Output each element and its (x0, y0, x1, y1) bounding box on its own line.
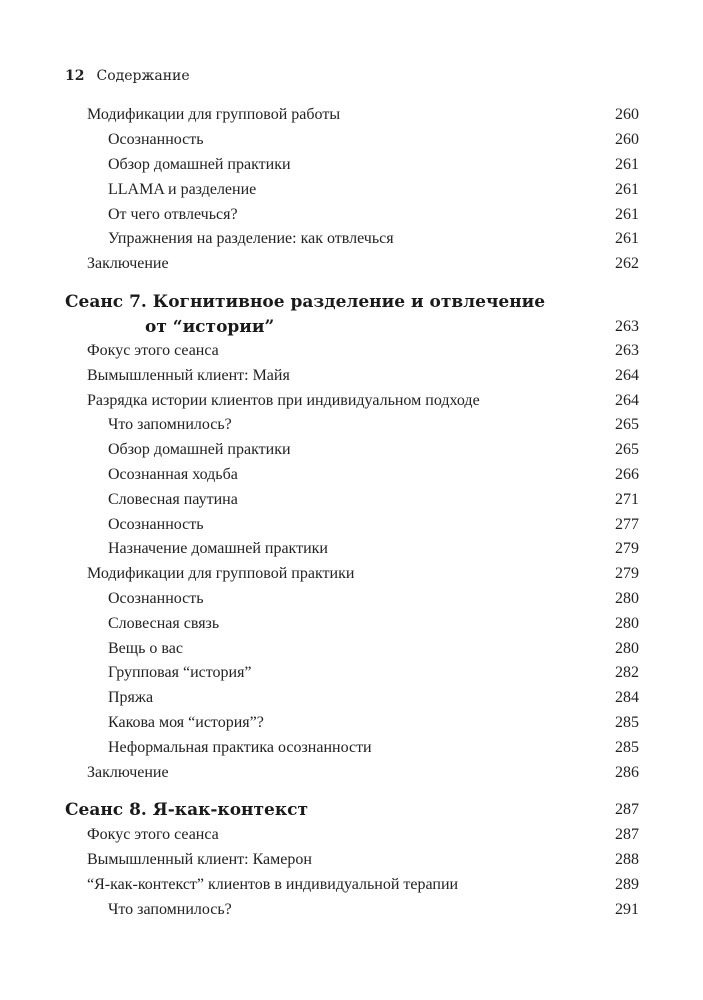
toc-entry-title: Групповая “история” (108, 664, 252, 682)
toc-entry-title: Фокус этого сеанса (87, 341, 219, 359)
table-of-contents (65, 103, 639, 922)
toc-entry-page: 261 (615, 155, 639, 173)
toc-entry (65, 413, 639, 438)
toc-entry (65, 848, 639, 873)
toc-entry (65, 202, 639, 227)
section-8-heading (65, 797, 639, 823)
toc-entry (65, 153, 639, 178)
toc-entry-title: Заключение (87, 763, 169, 781)
toc-entry-page: 264 (615, 366, 639, 384)
toc-group-a (65, 103, 639, 277)
toc-entry (65, 686, 639, 711)
toc-entry (65, 897, 639, 922)
toc-entry-title: Модификации для групповой практики (87, 565, 355, 583)
toc-entry-page: 279 (615, 565, 639, 583)
toc-entry-page: 266 (615, 465, 639, 483)
toc-entry (65, 711, 639, 736)
toc-group-c (65, 823, 639, 922)
running-header (65, 68, 190, 88)
toc-entry-title: Разрядка истории клиентов при индивидуальном подходе (87, 391, 480, 409)
toc-entry (65, 463, 639, 488)
toc-entry-title: Назначение домашней практики (108, 540, 328, 558)
toc-entry-page: 289 (615, 875, 639, 893)
toc-entry-title: Модификации для групповой работы (87, 106, 341, 124)
toc-entry-page: 280 (615, 589, 639, 607)
toc-entry-title: Словесная паутина (108, 490, 238, 508)
toc-entry-title: От чего отвлечься? (108, 205, 238, 223)
toc-entry (65, 587, 639, 612)
toc-entry-page: 260 (615, 106, 639, 124)
toc-entry-title: Осознанность (108, 131, 204, 149)
toc-entry-page: 271 (615, 490, 639, 508)
section-7-title-line2: от “истории” (145, 316, 275, 337)
toc-entry-page: 287 (615, 826, 639, 844)
toc-entry-page: 265 (615, 441, 639, 459)
toc-entry-page: 261 (615, 230, 639, 248)
toc-entry-title: Обзор домашней практики (108, 155, 291, 173)
toc-entry-title: Словесная связь (108, 614, 220, 632)
toc-entry-page: 288 (615, 851, 639, 869)
toc-entry-page: 280 (615, 614, 639, 632)
section-8-title: Сеанс 8. Я-как-контекст (65, 799, 308, 820)
toc-entry (65, 611, 639, 636)
toc-entry (65, 388, 639, 413)
toc-entry-title: Какова моя “история”? (108, 713, 264, 731)
toc-entry-title: Осознанность (108, 589, 204, 607)
toc-entry-page: 265 (615, 416, 639, 434)
toc-entry-page: 285 (615, 738, 639, 756)
section-8-page: 287 (615, 800, 639, 818)
toc-entry-page: 262 (615, 255, 639, 273)
toc-entry-title: Упражнения на разделение: как отвлечься (108, 230, 394, 248)
running-title: Содержание (96, 68, 190, 84)
toc-entry (65, 128, 639, 153)
toc-entry (65, 252, 639, 277)
toc-entry-title: Заключение (87, 255, 169, 273)
toc-entry-title: “Я-как-контекст” клиентов в индивидуальной терапии (87, 875, 459, 893)
toc-entry (65, 487, 639, 512)
toc-entry (65, 760, 639, 785)
toc-entry-page: 263 (615, 341, 639, 359)
toc-entry (65, 636, 639, 661)
toc-entry-page: 285 (615, 713, 639, 731)
toc-entry-page: 260 (615, 131, 639, 149)
toc-entry-title: Вымышленный клиент: Камерон (87, 851, 312, 869)
toc-entry-title: Обзор домашней практики (108, 441, 291, 459)
toc-entry-page: 291 (615, 900, 639, 918)
toc-entry (65, 562, 639, 587)
page-number: 12 (65, 68, 85, 84)
toc-entry-title: Что запомнилось? (108, 416, 232, 434)
toc-entry-page: 261 (615, 180, 639, 198)
section-7-title-line1: Сеанс 7. Когнитивное разделение и отвлечение (65, 291, 546, 312)
toc-entry-title: Вымышленный клиент: Майя (87, 366, 290, 384)
toc-entry (65, 537, 639, 562)
toc-entry (65, 823, 639, 848)
toc-entry (65, 512, 639, 537)
toc-entry-title: Осознанность (108, 515, 204, 533)
toc-entry-title: Пряжа (108, 689, 154, 707)
toc-entry-page: 282 (615, 664, 639, 682)
toc-entry-page: 280 (615, 639, 639, 657)
section-7-page: 263 (615, 317, 639, 335)
toc-entry-page: 264 (615, 391, 639, 409)
toc-entry-title: Что запомнилось? (108, 900, 232, 918)
toc-entry (65, 363, 639, 388)
toc-entry (65, 661, 639, 686)
toc-entry-page: 286 (615, 763, 639, 781)
toc-entry (65, 177, 639, 202)
toc-entry-page: 279 (615, 540, 639, 558)
toc-entry-page: 284 (615, 689, 639, 707)
toc-group-b (65, 339, 639, 785)
toc-entry-title: Осознанная ходьба (108, 465, 238, 483)
section-7-heading (65, 289, 639, 339)
toc-entry (65, 735, 639, 760)
toc-entry-title: Неформальная практика осознанности (108, 738, 372, 756)
toc-entry-page: 277 (615, 515, 639, 533)
toc-entry (65, 438, 639, 463)
toc-entry-title: LLAMA и разделение (108, 180, 257, 198)
toc-entry (65, 339, 639, 364)
toc-entry (65, 873, 639, 898)
toc-entry-title: Вещь о вас (108, 639, 183, 657)
toc-entry-title: Фокус этого сеанса (87, 826, 219, 844)
toc-entry-page: 261 (615, 205, 639, 223)
toc-entry (65, 103, 639, 128)
toc-entry (65, 227, 639, 252)
